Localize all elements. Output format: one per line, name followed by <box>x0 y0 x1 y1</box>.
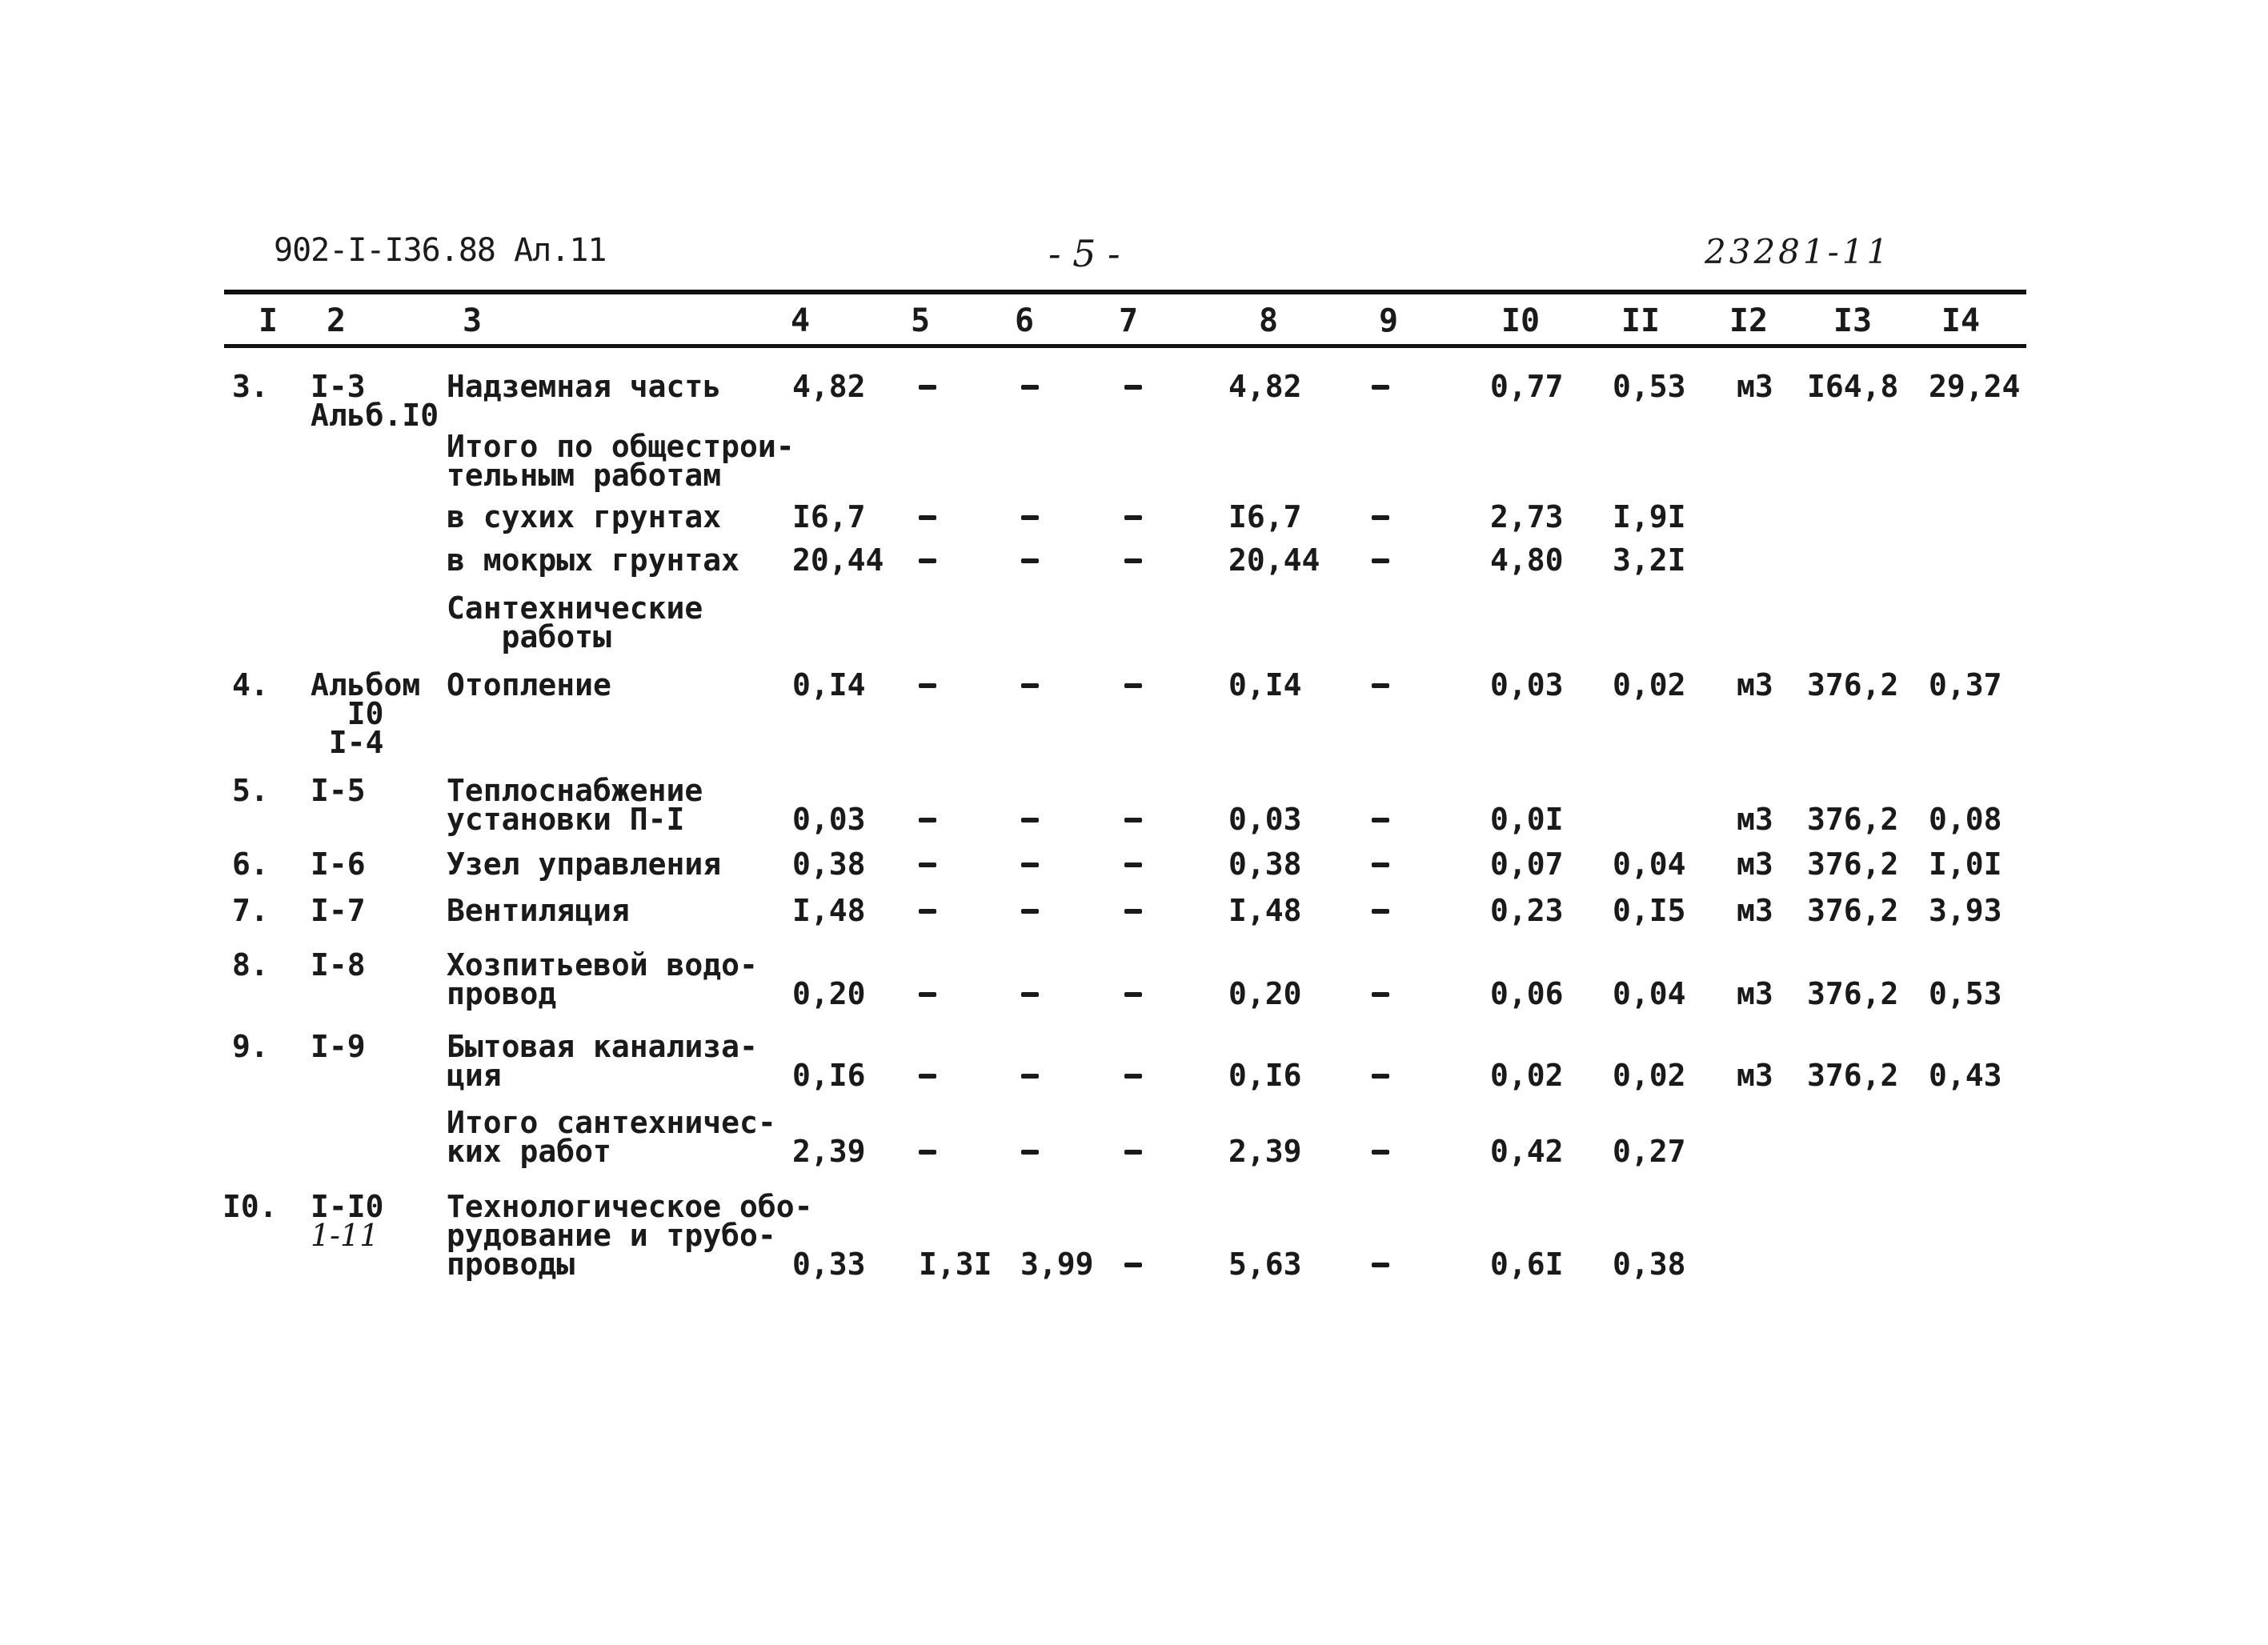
cell-c10: 0,0I <box>1490 802 1564 837</box>
cell-c12: м3 <box>1737 976 1773 1011</box>
dash-mark <box>919 909 936 914</box>
cell-c8: 20,44 <box>1228 542 1320 578</box>
dash-mark <box>1021 1074 1039 1079</box>
dash-mark <box>1124 558 1142 563</box>
row-name: Хозпитьевой водо- провод <box>447 947 758 1011</box>
cell-c4: 0,33 <box>792 1247 866 1282</box>
cell-c10: 0,23 <box>1490 893 1564 928</box>
row-reference: I-7 <box>311 893 366 928</box>
row-number: 9. <box>232 1029 269 1064</box>
row-name: Итого по общестрои- тельным работам <box>447 429 795 493</box>
dash-mark <box>919 1150 936 1155</box>
row-number: I0. <box>222 1189 278 1224</box>
column-number-5: 5 <box>910 302 931 339</box>
dash-mark <box>919 515 936 520</box>
cell-c10: 0,03 <box>1490 667 1564 702</box>
cell-c8: I6,7 <box>1228 499 1302 534</box>
cell-c10: 4,80 <box>1490 542 1564 578</box>
cell-c8: 0,38 <box>1228 847 1302 882</box>
dash-mark <box>1124 385 1142 390</box>
cell-c14: 0,08 <box>1929 802 2002 837</box>
row-name: Технологическое обо- рудование и трубо- проводы <box>447 1189 813 1282</box>
row-name: Узел управления <box>447 847 722 882</box>
dash-mark <box>1021 558 1039 563</box>
cell-c6: 3,99 <box>1020 1247 1094 1282</box>
dash-mark <box>1372 1263 1389 1267</box>
cell-c11: 0,38 <box>1613 1247 1686 1282</box>
cell-c4: I6,7 <box>792 499 866 534</box>
cell-c11: 0,I5 <box>1613 893 1686 928</box>
cell-c4: 2,39 <box>792 1134 866 1169</box>
cell-c8: 2,39 <box>1228 1134 1302 1169</box>
cell-c10: 0,42 <box>1490 1134 1564 1169</box>
dash-mark <box>1372 909 1389 914</box>
dash-mark <box>1021 818 1039 822</box>
cell-c13: 376,2 <box>1807 1058 1899 1093</box>
archive-number: 23281-11 <box>1705 232 1892 271</box>
dash-mark <box>1372 863 1389 867</box>
cell-c4: I,48 <box>792 893 866 928</box>
row-number: 5. <box>232 773 269 808</box>
cell-c4: 4,82 <box>792 369 866 404</box>
column-number-11: II <box>1621 302 1661 339</box>
cell-c13: 376,2 <box>1807 893 1899 928</box>
dash-mark <box>919 683 936 688</box>
column-number-13: I3 <box>1833 302 1873 339</box>
row-number: 8. <box>232 947 269 983</box>
cell-c8: 0,I6 <box>1228 1058 1302 1093</box>
dash-mark <box>1124 1074 1142 1079</box>
row-name: Надземная часть <box>447 369 722 404</box>
cell-c4: 0,I6 <box>792 1058 866 1093</box>
cell-c12: м3 <box>1737 893 1773 928</box>
cell-c4: 20,44 <box>792 542 884 578</box>
dash-mark <box>1124 1150 1142 1155</box>
cell-c8: 5,63 <box>1228 1247 1302 1282</box>
cell-c14: 29,24 <box>1929 369 2021 404</box>
cell-c4: 0,I4 <box>792 667 866 702</box>
column-number-7: 7 <box>1118 302 1139 339</box>
reference-line: I-I0 <box>311 1189 384 1224</box>
cell-c14: 0,43 <box>1929 1058 2002 1093</box>
cell-c8: 0,03 <box>1228 802 1302 837</box>
cell-c13: 376,2 <box>1807 667 1899 702</box>
row-name: в сухих грунтах <box>447 499 722 534</box>
row-reference: I-6 <box>311 847 366 882</box>
dash-mark <box>919 863 936 867</box>
cell-c10: 0,06 <box>1490 976 1564 1011</box>
cell-c14: 3,93 <box>1929 893 2002 928</box>
cell-c11: 0,53 <box>1613 369 1686 404</box>
cell-c12: м3 <box>1737 1058 1773 1093</box>
cell-c14: I,0I <box>1929 847 2002 882</box>
cell-c11: 3,2I <box>1613 542 1686 578</box>
dash-mark <box>1124 863 1142 867</box>
cell-c11: 0,04 <box>1613 976 1686 1011</box>
dash-mark <box>1372 385 1389 390</box>
cell-c10: 2,73 <box>1490 499 1564 534</box>
dash-mark <box>919 818 936 822</box>
cell-c8: 0,I4 <box>1228 667 1302 702</box>
cell-c11: 0,04 <box>1613 847 1686 882</box>
dash-mark <box>1021 683 1039 688</box>
cell-c11: 0,02 <box>1613 1058 1686 1093</box>
row-reference: Альбом I0 I-4 <box>311 667 421 760</box>
dash-mark <box>1124 909 1142 914</box>
row-reference: I-9 <box>311 1029 366 1064</box>
dash-mark <box>1372 1074 1389 1079</box>
document-code: 902-I-I36.88 Ал.11 <box>274 232 607 269</box>
cell-c14: 0,37 <box>1929 667 2002 702</box>
row-number: 6. <box>232 847 269 882</box>
column-number-12: I2 <box>1729 302 1769 339</box>
dash-mark <box>1124 1263 1142 1267</box>
dash-mark <box>919 992 936 997</box>
dash-mark <box>1021 385 1039 390</box>
column-number-1: I <box>258 302 278 339</box>
cell-c11: 0,02 <box>1613 667 1686 702</box>
cell-c14: 0,53 <box>1929 976 2002 1011</box>
cell-c10: 0,02 <box>1490 1058 1564 1093</box>
cell-c12: м3 <box>1737 802 1773 837</box>
dash-mark <box>919 558 936 563</box>
cell-c4: 0,20 <box>792 976 866 1011</box>
column-number-10: I0 <box>1501 302 1541 339</box>
cell-c10: 0,6I <box>1490 1247 1564 1282</box>
handwritten-reference: 1-11 <box>311 1218 379 1253</box>
table-top-rule <box>224 290 2026 294</box>
column-number-2: 2 <box>326 302 347 339</box>
dash-mark <box>1021 863 1039 867</box>
dash-mark <box>1021 992 1039 997</box>
row-name: Отопление <box>447 667 611 702</box>
column-number-14: I4 <box>1941 302 1981 339</box>
dash-mark <box>1372 515 1389 520</box>
row-name: Бытовая канализа- ция <box>447 1029 758 1093</box>
cell-c4: 0,03 <box>792 802 866 837</box>
row-reference <box>311 1189 384 1253</box>
cell-c12: м3 <box>1737 667 1773 702</box>
row-number: 3. <box>232 369 269 404</box>
cell-c8: I,48 <box>1228 893 1302 928</box>
column-number-8: 8 <box>1258 302 1279 339</box>
cell-c10: 0,07 <box>1490 847 1564 882</box>
cell-c4: 0,38 <box>792 847 866 882</box>
row-name: Теплоснабжение установки П-I <box>447 773 703 837</box>
cell-c12: м3 <box>1737 847 1773 882</box>
cell-c5: I,3I <box>919 1247 992 1282</box>
row-name: Вентиляция <box>447 893 630 928</box>
row-name: Итого сантехничес- ких работ <box>447 1105 776 1169</box>
cell-c13: 376,2 <box>1807 847 1899 882</box>
cell-c10: 0,77 <box>1490 369 1564 404</box>
column-number-9: 9 <box>1378 302 1399 339</box>
row-number: 4. <box>232 667 269 702</box>
row-reference: I-3 Альб.I0 <box>311 369 439 433</box>
row-number: 7. <box>232 893 269 928</box>
dash-mark <box>1372 818 1389 822</box>
dash-mark <box>1124 515 1142 520</box>
cell-c13: I64,8 <box>1807 369 1899 404</box>
dash-mark <box>1372 1150 1389 1155</box>
dash-mark <box>1124 992 1142 997</box>
dash-mark <box>1021 1150 1039 1155</box>
dash-mark <box>1124 683 1142 688</box>
cell-c11: I,9I <box>1613 499 1686 534</box>
dash-mark <box>1021 909 1039 914</box>
column-number-6: 6 <box>1014 302 1035 339</box>
row-reference: I-8 <box>311 947 366 983</box>
row-name: в мокрых грунтах <box>447 542 740 578</box>
cell-c13: 376,2 <box>1807 802 1899 837</box>
dash-mark <box>919 385 936 390</box>
cell-c8: 4,82 <box>1228 369 1302 404</box>
dash-mark <box>1372 558 1389 563</box>
cell-c13: 376,2 <box>1807 976 1899 1011</box>
cell-c11: 0,27 <box>1613 1134 1686 1169</box>
row-name: Сантехнические работы <box>447 590 703 654</box>
dash-mark <box>919 1074 936 1079</box>
dash-mark <box>1124 818 1142 822</box>
dash-mark <box>1021 515 1039 520</box>
page-number: - 5 - <box>1048 232 1120 275</box>
cell-c8: 0,20 <box>1228 976 1302 1011</box>
dash-mark <box>1372 683 1389 688</box>
dash-mark <box>1372 992 1389 997</box>
cell-c12: м3 <box>1737 369 1773 404</box>
table-header-rule <box>224 344 2026 348</box>
column-number-4: 4 <box>790 302 811 339</box>
column-number-3: 3 <box>462 302 483 339</box>
row-reference: I-5 <box>311 773 366 808</box>
